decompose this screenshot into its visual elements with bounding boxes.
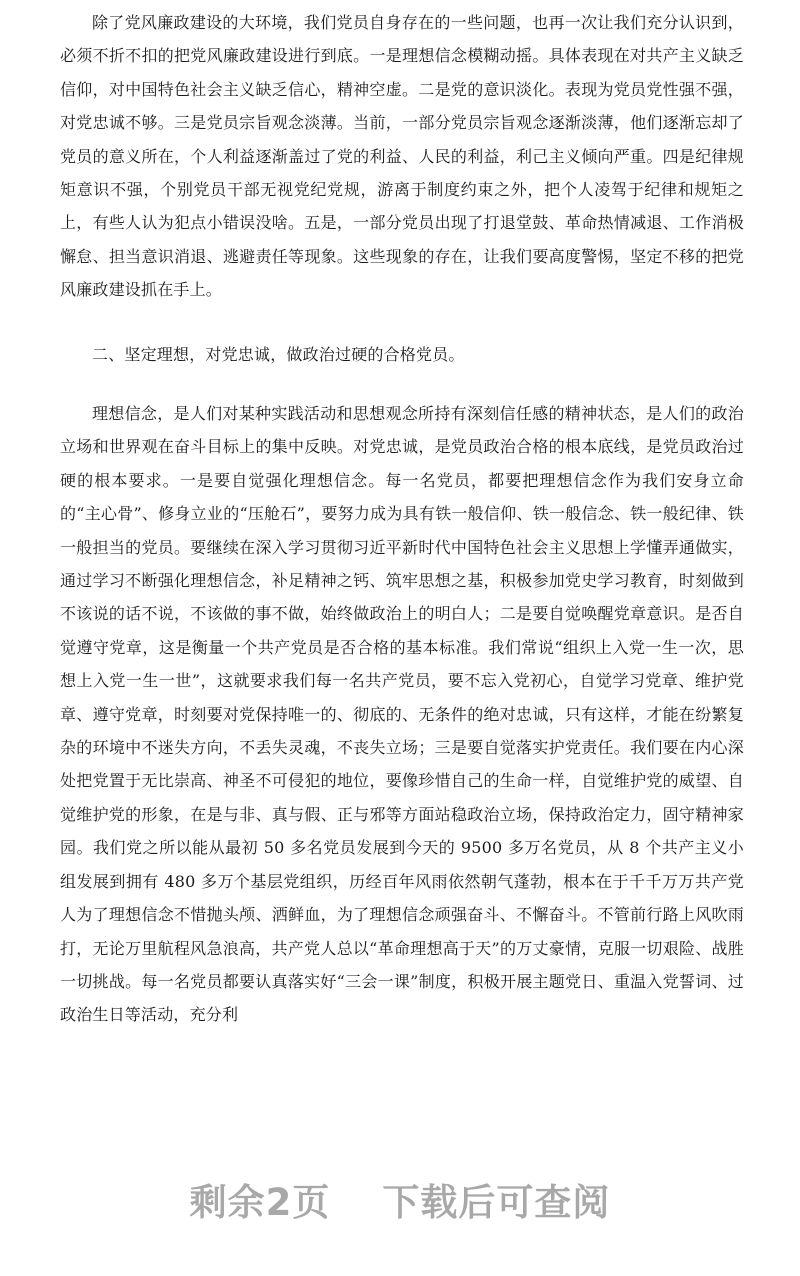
paragraph-1: 除了党风廉政建设的大环境，我们党员自身存在的一些问题，也再一次让我们充分认识到，必须不折不扣的把党风廉政建设进行到底。一是理想信念模糊动摇。具体表现在对共产主义缺乏信仰，对中国特色社会主义缺乏信心，精神空虚。二是党的意识淡化。表现为党员党性强不强，对党忠诚不够。三是党员宗旨观念淡薄。当前，一部分党员宗旨观念逐渐淡薄，他们逐渐忘却了党员的意义所在，个人利益逐渐盖过了党的利益、人民的利益，利己主义倾向严重。四是纪律规矩意识不强，个别党员干部无视党纪党规，游离于制度约束之外，把个人凌驾于纪律和规矩之上，有些人认为犯点小错误没啥。五是，一部分党员出现了打退堂鼓、革命热情减退、工作消极懈怠、担当意识消退、逃避责任等现象。这些现象的存在，让我们要高度警惕，坚定不移的把党风廉政建设抓在手上。 bbox=[60, 13, 744, 300]
download-to-view-label: 下载后可查阅 bbox=[382, 1181, 611, 1224]
remaining-pages-banner[interactable] bbox=[0, 1172, 800, 1226]
remaining-pages-label: 剩余2页 bbox=[189, 1181, 331, 1224]
section-heading-2: 二、坚定理想，对党忠诚，做政治过硬的合格党员。 bbox=[92, 345, 465, 364]
paragraph-2: 理想信念，是人们对某种实践活动和思想观念所持有深刻信任感的精神状态，是人们的政治立场和世界观在奋斗目标上的集中反映。对党忠诚，是党员政治合格的根本底线，是党员政治过硬的根本要求。一是要自觉强化理想信念。每一名党员，都要把理想信念作为我们安身立命的“主心骨”、修身立业的“压舱石”，要努力成为具有铁一般信仰、铁一般信念、铁一般纪律、铁一般担当的党员。要继续在深入学习贯彻习近平新时代中国特色社会主义思想上学懂弄通做实，通过学习不断强化理想信念，补足精神之钙、筑牢思想之基，积极参加党史学习教育，时刻做到不该说的话不说，不该做的事不做，始终做政治上的明白人；二是要自觉唤醒党章意识。是否自觉遵守党章，这是衡量一个共产党员是否合格的基本标准。我们常说“组织上入党一生一次，思想上入党一生一世”，这就要求我们每一名共产党员，要不忘入党初心，自觉学习党章、维护党章、遵守党章，时刻要对党保持唯一的、彻底的、无条件的绝对忠诚，只有这样，才能在纷繁复杂的环境中不迷失方向，不丢失灵魂，不丧失立场；三是要自觉落实护党责任。我们要在内心深处把党置于无比崇高、神圣不可侵犯的地位，要像珍惜自己的生命一样，自觉维护党的威望、自觉维护党的形象，在是与非、真与假、正与邪等方面站稳政治立场，保持政治定力，固守精神家园。我们党之所以能从最初 50 多名党员发展到今天的 9500 多万名党员，从 8 个共产主义小组发展到拥有 480 多万个基层党组织，历经百年风雨依然朝气蓬勃，根本在于千千万万共产党人为了理想信念不惜抛头颅、洒鲜血，为了理想信念顽强奋斗、不懈奋斗。不管前行路上风吹雨打，无论万里航程风急浪高，共产党人总以“革命理想高于天”的万丈豪情，克服一切艰险、战胜一切挑战。每一名党员都要认真落实好“三会一课”制度，积极开展主题党日、重温入党誓词、过政治生日等活动，充分利 bbox=[60, 404, 744, 1025]
